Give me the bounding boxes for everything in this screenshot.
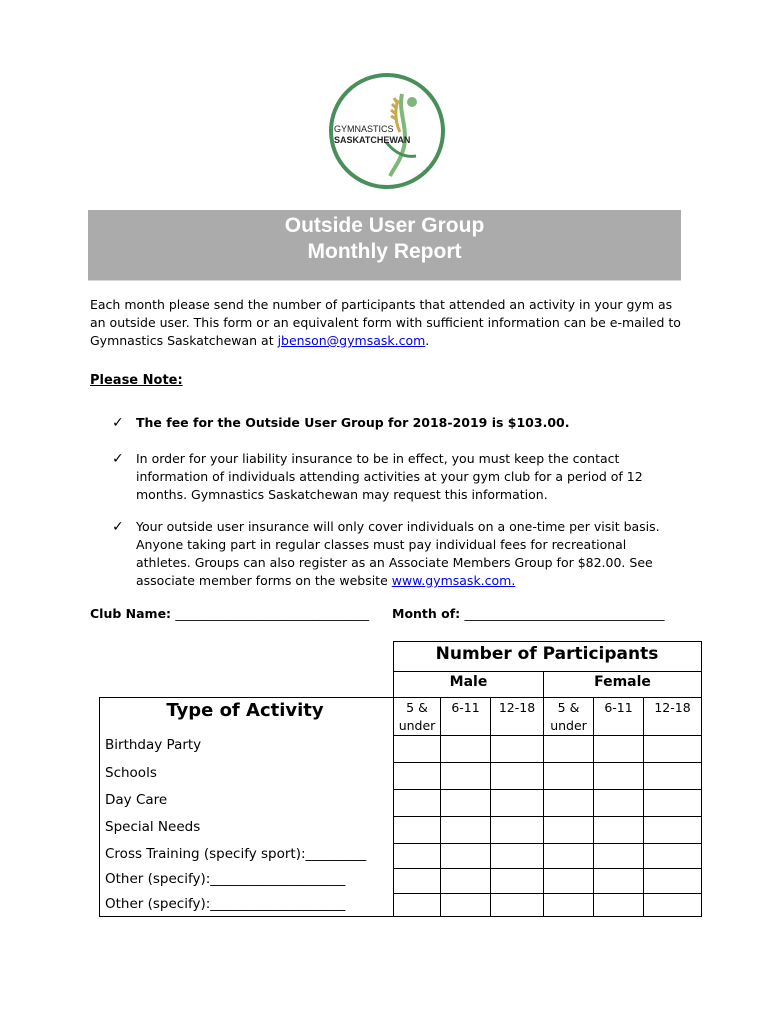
age-female-5-under bbox=[544, 699, 593, 735]
month-label: Month of: bbox=[392, 606, 461, 621]
age-female-6-11: 6-11 bbox=[604, 700, 633, 715]
activity-row: Birthday Party bbox=[105, 737, 202, 753]
checkmark-icon: ✓ bbox=[112, 451, 124, 467]
note-text: In order for your liability insurance to be in effect, you must keep the contact information of individuals attending activities at your gym club for a period of 12 months. Gymnastics Saskatchewan may request this information. bbox=[136, 451, 643, 502]
club-name-label: Club Name: bbox=[90, 606, 172, 621]
email-link[interactable]: jbenson@gymsask.com bbox=[277, 333, 426, 348]
age-male-6-11: 6-11 bbox=[451, 700, 480, 715]
activity-row: Schools bbox=[105, 765, 157, 781]
club-name-line[interactable]: _______________________________ bbox=[175, 606, 370, 621]
participants-title: Number of Participants bbox=[435, 644, 659, 664]
please-note-heading: Please Note: bbox=[90, 373, 183, 388]
activity-row: Cross Training (specify sport):_________ bbox=[105, 846, 367, 862]
website-link[interactable]: www.gymsask.com. bbox=[391, 573, 516, 588]
age-label: under bbox=[550, 718, 587, 733]
male-header: Male bbox=[449, 674, 488, 690]
note-text: The fee for the Outside User Group for 2018-2019 is $103.00. bbox=[136, 415, 570, 430]
title-line-2: Monthly Report bbox=[307, 240, 462, 263]
note-text bbox=[136, 518, 676, 590]
intro-paragraph bbox=[90, 296, 690, 350]
month-line[interactable]: ________________________________ bbox=[464, 606, 665, 621]
intro-text: Each month please send the number of participants that attended an activity in your gym as an outside user. This form or an equivalent form with sufficient information can be e-mailed to Gymnastics Saskatchewan at bbox=[90, 297, 681, 348]
title-line-1: Outside User Group bbox=[284, 214, 485, 237]
month-field[interactable] bbox=[392, 606, 665, 621]
age-male-5-under bbox=[394, 699, 440, 735]
age-label: 5 & bbox=[557, 700, 580, 715]
activity-row: Other (specify):____________________ bbox=[105, 896, 346, 912]
female-header: Female bbox=[594, 674, 651, 690]
age-male-12-18: 12-18 bbox=[498, 700, 536, 715]
activity-row: Other (specify):____________________ bbox=[105, 871, 346, 887]
logo-line-2: SASKATCHEWAN bbox=[334, 135, 411, 145]
activity-row: Day Care bbox=[105, 792, 168, 808]
note-insurance-text: Your outside user insurance will only cover individuals on a one-time per visit basis. Anyone taking part in regular classes must pay individual fees for recreational athletes. Groups can also register as an Associate Members Group for $82.00. See associate member forms on the website bbox=[136, 519, 660, 588]
logo-line-1: GYMNASTICS bbox=[334, 124, 394, 134]
checkmark-icon: ✓ bbox=[112, 415, 124, 431]
logo-text bbox=[334, 124, 414, 146]
checkmark-icon: ✓ bbox=[112, 519, 124, 535]
intro-end: . bbox=[425, 333, 430, 348]
club-name-field[interactable] bbox=[90, 606, 369, 621]
activity-header: Type of Activity bbox=[166, 700, 324, 721]
age-female-12-18: 12-18 bbox=[654, 700, 691, 715]
age-label: 5 & bbox=[406, 700, 428, 715]
title-banner bbox=[88, 210, 681, 281]
age-label: under bbox=[398, 718, 436, 733]
activity-row: Special Needs bbox=[105, 819, 201, 835]
